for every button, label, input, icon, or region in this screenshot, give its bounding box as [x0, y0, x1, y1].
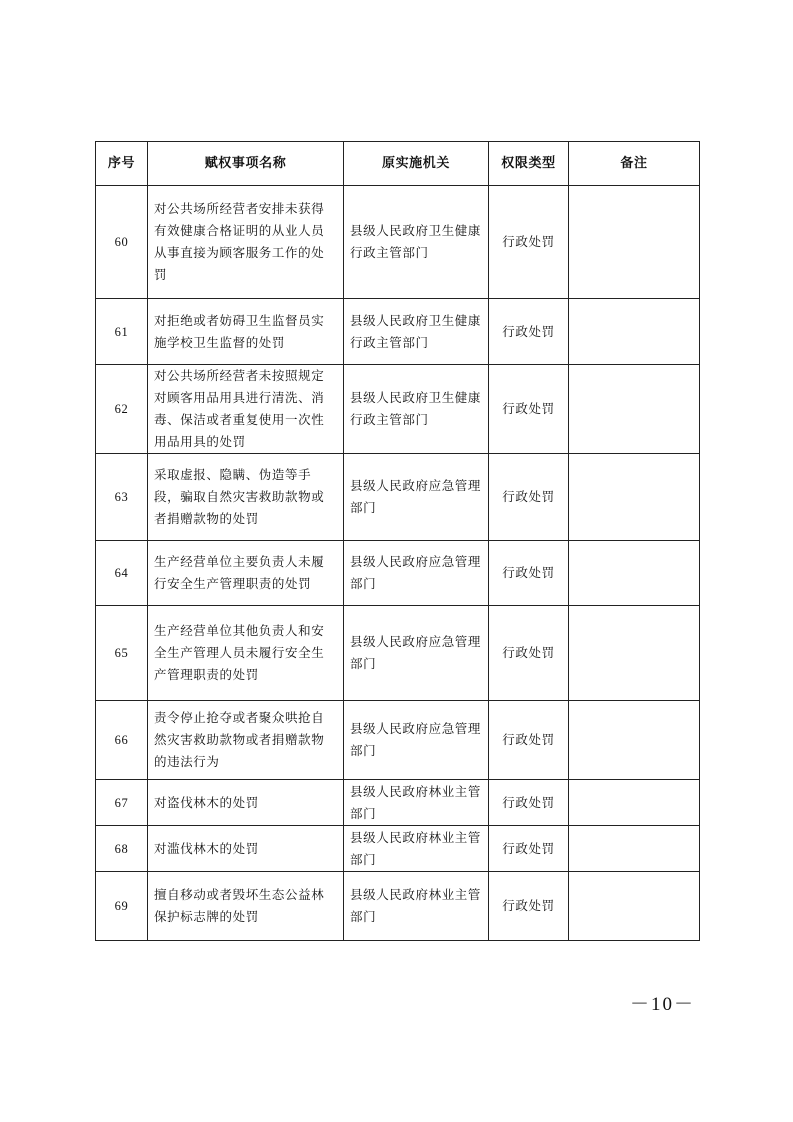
item-name: 生产经营单位主要负责人未履行安全生产管理职责的处罚	[148, 541, 344, 606]
row-number: 64	[96, 541, 148, 606]
row-number: 67	[96, 780, 148, 826]
authority-type: 行政处罚	[489, 186, 569, 299]
item-name: 擅自移动或者毁坏生态公益林保护标志牌的处罚	[148, 872, 344, 941]
item-name: 对滥伐林木的处罚	[148, 826, 344, 872]
original-agency: 县级人民政府林业主管部门	[344, 826, 489, 872]
header-serial: 序号	[96, 142, 148, 186]
authority-table	[95, 141, 700, 941]
original-agency: 县级人民政府卫生健康行政主管部门	[344, 186, 489, 299]
authority-type: 行政处罚	[489, 299, 569, 365]
item-name: 责令停止抢夺或者聚众哄抢自然灾害救助款物或者捐赠款物的违法行为	[148, 701, 344, 780]
remarks	[569, 606, 700, 701]
original-agency: 县级人民政府卫生健康行政主管部门	[344, 365, 489, 454]
table-row	[96, 541, 700, 606]
table-row	[96, 299, 700, 365]
row-number: 69	[96, 872, 148, 941]
authority-type: 行政处罚	[489, 365, 569, 454]
authority-type: 行政处罚	[489, 701, 569, 780]
authority-type: 行政处罚	[489, 780, 569, 826]
page-number: －10－	[629, 994, 695, 1015]
original-agency: 县级人民政府林业主管部门	[344, 872, 489, 941]
table-row	[96, 872, 700, 941]
row-number: 65	[96, 606, 148, 701]
header-authority-type: 权限类型	[489, 142, 569, 186]
original-agency: 县级人民政府林业主管部门	[344, 780, 489, 826]
row-number: 61	[96, 299, 148, 365]
authority-type: 行政处罚	[489, 826, 569, 872]
header-item-name: 赋权事项名称	[148, 142, 344, 186]
table-row	[96, 701, 700, 780]
item-name: 对盗伐林木的处罚	[148, 780, 344, 826]
remarks	[569, 454, 700, 541]
authority-type: 行政处罚	[489, 454, 569, 541]
header-remarks: 备注	[569, 142, 700, 186]
row-number: 62	[96, 365, 148, 454]
original-agency: 县级人民政府卫生健康行政主管部门	[344, 299, 489, 365]
table-row	[96, 454, 700, 541]
table-row	[96, 826, 700, 872]
original-agency: 县级人民政府应急管理部门	[344, 541, 489, 606]
remarks	[569, 872, 700, 941]
table-row	[96, 365, 700, 454]
row-number: 66	[96, 701, 148, 780]
authority-type: 行政处罚	[489, 606, 569, 701]
item-name: 采取虚报、隐瞒、伪造等手段，骗取自然灾害救助款物或者捐赠款物的处罚	[148, 454, 344, 541]
remarks	[569, 365, 700, 454]
authority-type: 行政处罚	[489, 872, 569, 941]
original-agency: 县级人民政府应急管理部门	[344, 454, 489, 541]
item-name: 生产经营单位其他负责人和安全生产管理人员未履行安全生产管理职责的处罚	[148, 606, 344, 701]
remarks	[569, 780, 700, 826]
table-row	[96, 606, 700, 701]
remarks	[569, 186, 700, 299]
item-name: 对公共场所经营者未按照规定对顾客用品用具进行清洗、消毒、保洁或者重复使用一次性用品用具的处罚	[148, 365, 344, 454]
document-table-container	[95, 141, 700, 941]
remarks	[569, 701, 700, 780]
row-number: 68	[96, 826, 148, 872]
row-number: 60	[96, 186, 148, 299]
original-agency: 县级人民政府应急管理部门	[344, 606, 489, 701]
table-row	[96, 780, 700, 826]
remarks	[569, 299, 700, 365]
header-original-agency: 原实施机关	[344, 142, 489, 186]
remarks	[569, 826, 700, 872]
table-row	[96, 186, 700, 299]
item-name: 对公共场所经营者安排未获得有效健康合格证明的从业人员从事直接为顾客服务工作的处罚	[148, 186, 344, 299]
original-agency: 县级人民政府应急管理部门	[344, 701, 489, 780]
row-number: 63	[96, 454, 148, 541]
remarks	[569, 541, 700, 606]
authority-type: 行政处罚	[489, 541, 569, 606]
table-header-row	[96, 142, 700, 186]
item-name: 对拒绝或者妨碍卫生监督员实施学校卫生监督的处罚	[148, 299, 344, 365]
